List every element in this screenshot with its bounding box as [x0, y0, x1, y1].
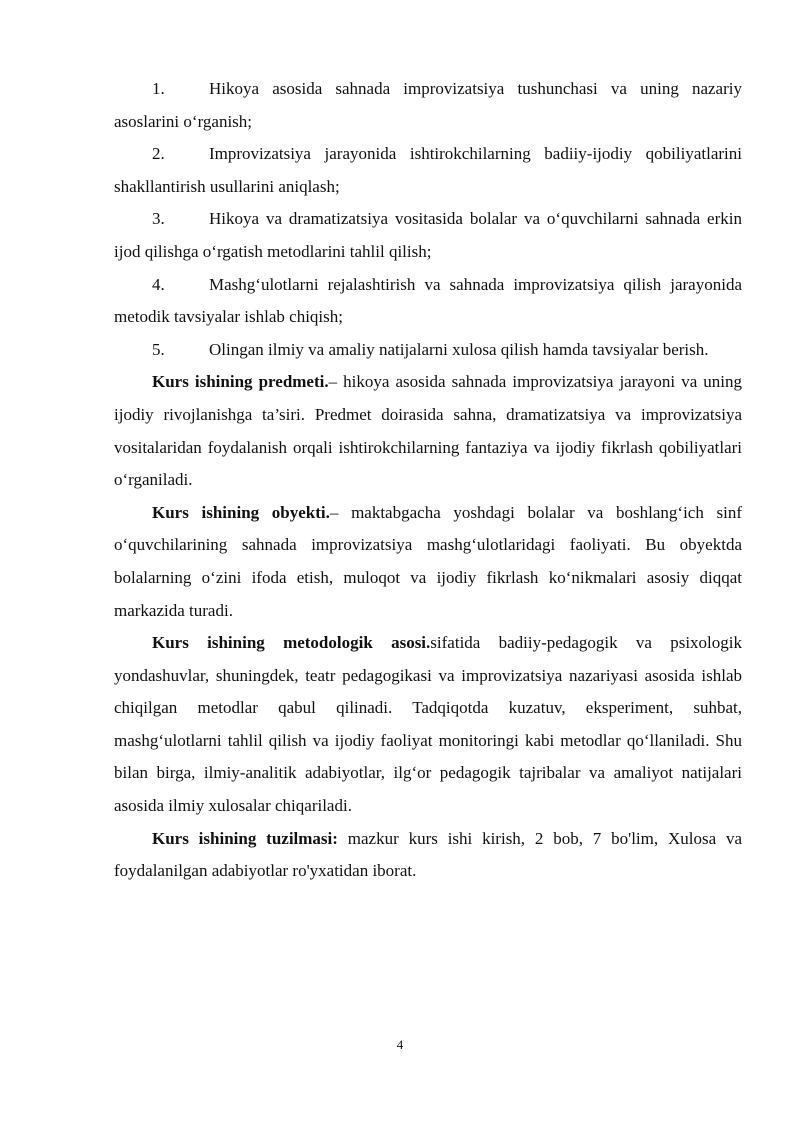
list-text: Hikoya asosida sahnada improvizatsiya tushunchasi va uning nazariy asoslarini o‘rganish; [114, 79, 742, 131]
list-text: Improvizatsiya jarayonida ishtirokchilarning badiiy-ijodiy qobiliyatlarini shakllantirish usullarini aniqlash; [114, 144, 742, 196]
list-number: 1. [152, 79, 165, 98]
list-text: Hikoya va dramatizatsiya vositasida bolalar va o‘quvchilarni sahnada erkin ijod qilishga o‘rgatish metodlarini tahlil qilish; [114, 209, 742, 261]
list-text: Olingan ilmiy va amaliy natijalarni xulosa qilish hamda tavsiyalar berish. [209, 339, 709, 359]
paragraph-predmeti [114, 366, 742, 496]
list-item [114, 203, 742, 268]
paragraph-obyekti [114, 497, 742, 627]
section-heading: Kurs ishining obyekti. [152, 502, 330, 522]
list-item [114, 334, 742, 367]
list-item [114, 269, 742, 334]
list-number: 5. [152, 339, 165, 359]
list-text: Mashg‘ulotlarni rejalashtirish va sahnada improvizatsiya qilish jarayonida metodik tavsiyalar ishlab chiqish; [114, 274, 742, 327]
section-heading: Kurs ishining tuzilmasi: [152, 828, 338, 848]
page-number: 4 [396, 1037, 404, 1052]
section-text: – hikoya asosida sahnada improvizatsiya jarayoni va uning ijodiy rivojlanishga ta’siri. Predmet doirasida sahna, dramatizatsiya va improvizatsiya vositalaridan foydalanish orqali ishtirokchilarning fantaziya va ijodiy fikrlash qobiliyatlari o‘rganiladi. [114, 372, 743, 490]
section-text: mazkur kurs ishi kirish, 2 bob, 7 bo'lim, Xulosa va foydalanilgan adabiyotlar ro'yxatidan iborat. [114, 828, 742, 881]
section-heading: Kurs ishining predmeti. [152, 372, 329, 392]
list-number: 2. [152, 144, 165, 164]
section-heading: Kurs ishining metodologik asosi. [152, 633, 431, 653]
paragraph-metodologik-asosi [114, 627, 742, 823]
list-item [114, 73, 742, 138]
list-number: 3. [152, 209, 165, 229]
page-content [114, 73, 742, 888]
section-text: sifatida badiiy-pedagogik va psixologik yondashuvlar, shuningdek, teatr pedagogikasi va improvizatsiya nazariyasi asosida ishlab chiqilgan metodlar qabul qilinadi. Tadqiqotda kuzatuv, eksperiment, suhbat, mashg‘ulotlarni tahlil qilish va ijodiy faoliyat monitoringi kabi metodlar qo‘llaniladi. Shu bilan birga, ilmiy-analitik adabiyotlar, ilg‘or pedagogik tajribalar va amaliyot natijalari asosida ilmiy xulosalar chiqariladi. [114, 633, 742, 816]
list-number: 4. [152, 274, 165, 294]
paragraph-tuzilmasi [114, 823, 742, 888]
section-text: – maktabgacha yoshdagi bolalar va boshlang‘ich sinf o‘quvchilarining sahnada improvizatsiya mashg‘ulotlaridagi faoliyati. Bu obyektda bolalarning o‘zini ifoda etish, muloqot va ijodiy fikrlash ko‘nikmalari asosiy diqqat markazida turadi. [114, 502, 742, 620]
list-item [114, 138, 742, 203]
